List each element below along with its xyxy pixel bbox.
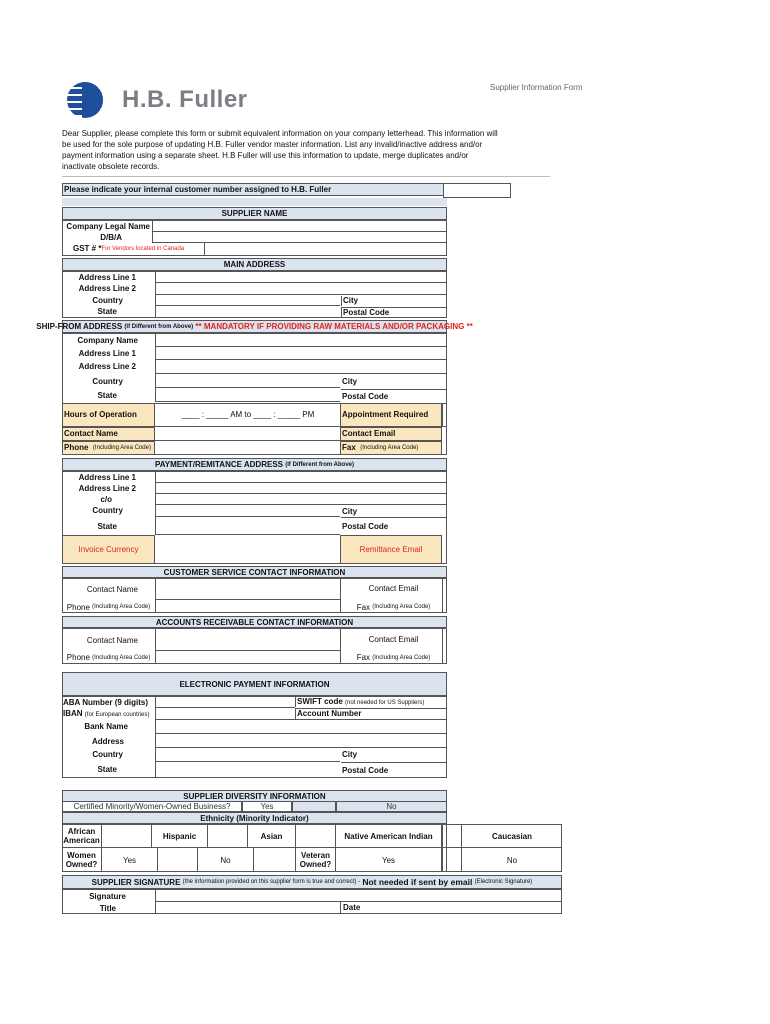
iban-field[interactable] <box>155 708 295 720</box>
ar-phone-field[interactable] <box>155 651 341 664</box>
cs-contact-email-label: Contact Email <box>368 584 419 593</box>
cs-phone-label: Phone (Including Area Code) <box>66 602 151 612</box>
aba-number-field[interactable] <box>155 696 295 708</box>
company-logo <box>66 80 258 120</box>
address-line2-label: Address Line 2 <box>78 284 136 293</box>
ship-phone-field[interactable] <box>155 441 341 455</box>
city-label: City <box>343 296 359 305</box>
ship-contact-email-label: Contact Email <box>340 427 442 441</box>
customer-service-header: CUSTOMER SERVICE CONTACT INFORMATION <box>62 566 447 578</box>
pay-co-field[interactable] <box>155 494 446 505</box>
ship-from-mandatory: ** MANDATORY IF PROVIDING RAW MATERIALS AND/OR PACKAGING ** <box>195 322 473 331</box>
postal-code-label: Postal Code <box>341 307 446 318</box>
bank-postal-code-label: Postal Code <box>341 762 446 778</box>
electronic-payment-header: ELECTRONIC PAYMENT INFORMATION <box>62 672 447 696</box>
bank-state-label: State <box>97 764 117 774</box>
country-label: Country <box>92 296 123 305</box>
pay-state-label: State <box>97 522 117 531</box>
bank-name-label: Bank Name <box>84 722 128 731</box>
ship-address-line2-label: Address Line 2 <box>78 362 136 371</box>
ship-fax-label: Fax (Including Area Code) <box>340 441 442 455</box>
ar-phone-label: Phone (Including Area Code) <box>66 653 151 662</box>
cs-fax-label: Fax (Including Area Code) <box>356 602 431 612</box>
pay-city-label: City <box>342 507 358 516</box>
supplier-diversity-header: SUPPLIER DIVERSITY INFORMATION <box>62 790 447 801</box>
ship-city-label: City <box>342 377 358 386</box>
ship-address-line1-label: Address Line 1 <box>78 349 136 358</box>
cs-contact-name-field[interactable] <box>155 578 341 600</box>
dba-field[interactable] <box>152 232 446 243</box>
pay-postal-code-label: Postal Code <box>341 517 446 535</box>
company-legal-name-field[interactable] <box>152 221 446 232</box>
intro-line: payment information using a separate sheet. H.B Fuller will use this information to update, merge duplicates and/or <box>62 151 469 160</box>
ship-address-line2-field[interactable] <box>155 360 446 374</box>
bank-country-label: Country <box>92 750 123 759</box>
ship-from-header <box>36 320 473 333</box>
accounts-receivable-header: ACCOUNTS RECEIVABLE CONTACT INFORMATION <box>62 616 447 628</box>
intro-line: inactivate obsolete records. <box>62 162 160 171</box>
veteran-owned-no[interactable]: No <box>506 855 518 865</box>
address-line2-field[interactable] <box>155 283 446 295</box>
appointment-required-field[interactable] <box>442 403 447 427</box>
invoice-currency-label: Invoice Currency <box>62 535 155 564</box>
signature-field[interactable] <box>155 889 562 902</box>
gst-note: For Vendors located in Canada <box>101 245 185 252</box>
women-owned-no[interactable]: No <box>198 848 254 872</box>
ship-company-name-field[interactable] <box>155 334 446 347</box>
ship-address-line1-field[interactable] <box>155 347 446 360</box>
african-american-label: African American <box>62 825 102 848</box>
pay-co-label: c/o <box>100 495 112 504</box>
certified-question-label: Certified Minority/Women-Owned Business? <box>62 801 242 812</box>
ar-contact-name-field[interactable] <box>155 628 341 651</box>
address-line1-field[interactable] <box>155 272 446 283</box>
native-american-label: Native American Indian <box>336 825 442 848</box>
ship-contact-name-field[interactable] <box>155 427 341 441</box>
gst-text: GST # * <box>73 244 102 253</box>
supplier-name-header: SUPPLIER NAME <box>62 207 447 220</box>
title-label: Title <box>99 903 116 913</box>
company-name: H.B. Fuller <box>122 86 248 113</box>
signature-header: SUPPLIER SIGNATURE (the information provided on this supplier form is true and correct) - Not needed if sent by email (Electronic Signature) <box>62 875 562 889</box>
ar-contact-email-label: Contact Email <box>368 635 419 644</box>
asian-label: Asian <box>248 825 296 848</box>
ship-country-label: Country <box>92 377 123 386</box>
iban-label: IBAN (for European countries) <box>63 709 150 718</box>
pay-country-field[interactable] <box>155 505 340 517</box>
ar-fax-label: Fax (Including Area Code) <box>356 653 431 662</box>
gst-label <box>62 243 212 254</box>
bank-country-field[interactable] <box>155 748 340 762</box>
bank-address-field[interactable] <box>155 734 446 748</box>
section-spacer <box>62 198 447 206</box>
ship-contact-name-label: Contact Name <box>62 427 155 441</box>
signature-label: Signature <box>89 891 126 901</box>
swift-code-label: SWIFT code (not needed for US Suppliers) <box>297 697 425 706</box>
globe-logo-icon <box>66 80 108 120</box>
customer-number-field[interactable] <box>443 183 511 198</box>
certified-no-option[interactable]: No <box>336 801 447 812</box>
veteran-owned-yes-box[interactable] <box>442 848 462 872</box>
customer-number-label: Please indicate your internal customer number assigned to H.B. Fuller <box>64 185 332 194</box>
ship-state-field[interactable] <box>155 388 340 402</box>
invoice-currency-field[interactable] <box>155 535 341 564</box>
state-label: State <box>97 307 117 316</box>
cs-phone-field[interactable] <box>155 600 341 613</box>
payment-header: PAYMENT/REMITANCE ADDRESS (If Different from Above) <box>62 458 447 471</box>
intro-line: Dear Supplier, please complete this form or submit equivalent information on your company letterhead. This information will <box>62 129 498 138</box>
certified-yes-option[interactable]: Yes <box>242 801 292 812</box>
ship-company-name-label: Company Name <box>77 336 138 345</box>
date-label: Date <box>340 902 562 914</box>
ship-country-field[interactable] <box>155 374 340 388</box>
bank-address-label: Address <box>91 736 124 746</box>
pay-address-line1-field[interactable] <box>155 472 446 483</box>
hispanic-checkbox[interactable] <box>208 825 248 848</box>
ship-postal-code-label: Postal Code <box>341 389 446 402</box>
women-owned-no-box[interactable] <box>254 848 296 872</box>
asian-checkbox[interactable] <box>296 825 336 848</box>
dba-label: D/B/A <box>100 233 122 242</box>
hispanic-label: Hispanic <box>152 825 208 848</box>
veteran-owned-label: Veteran Owned? <box>296 848 336 872</box>
company-legal-name-label: Company Legal Name <box>66 222 150 231</box>
pay-country-label: Country <box>92 506 123 515</box>
bank-city-label: City <box>342 750 358 759</box>
main-address-header: MAIN ADDRESS <box>62 258 447 271</box>
ship-from-note: (If Different from Above) <box>124 323 194 330</box>
address-line1-label: Address Line 1 <box>78 273 136 282</box>
women-owned-yes[interactable]: Yes <box>102 848 158 872</box>
aba-number-label: ABA Number (9 digits) <box>63 698 149 707</box>
african-american-checkbox[interactable] <box>102 825 152 848</box>
title-field[interactable] <box>155 902 340 914</box>
women-owned-label: Women Owned? <box>62 848 102 872</box>
ship-phone-label: Phone (Including Area Code) <box>62 441 155 455</box>
bank-state-field[interactable] <box>155 762 340 778</box>
ethnicity-header: Ethnicity (Minority Indicator) <box>62 812 447 824</box>
ship-from-title: SHIP-FROM ADDRESS <box>36 322 123 331</box>
ar-fax-field[interactable] <box>442 628 447 664</box>
form-title: Supplier Information Form <box>490 83 583 92</box>
native-american-field[interactable] <box>442 825 462 848</box>
cs-fax-field[interactable] <box>442 578 447 613</box>
pay-address-line2-label: Address Line 2 <box>78 484 136 493</box>
pay-state-field[interactable] <box>155 517 340 535</box>
veteran-owned-yes[interactable]: Yes <box>336 848 442 872</box>
ar-contact-name-label: Contact Name <box>86 635 138 645</box>
hours-of-operation-label: Hours of Operation <box>62 403 155 427</box>
women-owned-yes-box[interactable] <box>158 848 198 872</box>
account-number-label: Account Number <box>295 708 446 720</box>
appointment-required-label: Appointment Required <box>340 403 442 427</box>
caucasian-label: Caucasian <box>462 825 562 848</box>
gst-field[interactable] <box>204 243 446 255</box>
remittance-email-label: Remittance Email <box>340 535 442 564</box>
bank-name-field[interactable] <box>155 720 446 734</box>
certified-blank-cell[interactable] <box>292 801 336 812</box>
intro-line: be used for the sole purpose of updating H.B. Fuller vendor master information. List any invalid/inactive address and/or <box>62 140 483 149</box>
pay-address-line2-field[interactable] <box>155 483 446 494</box>
hours-of-operation-field[interactable]: ____ : _____ AM to ____ : _____ PM <box>155 403 341 427</box>
state-field[interactable] <box>155 306 340 317</box>
cs-contact-name-label: Contact Name <box>86 584 138 594</box>
pay-address-line1-label: Address Line 1 <box>78 473 136 482</box>
intro-divider <box>62 176 550 177</box>
intro-paragraph <box>62 128 552 172</box>
country-field[interactable] <box>155 295 340 306</box>
ship-state-label: State <box>97 391 117 400</box>
customer-number-row <box>62 183 447 196</box>
